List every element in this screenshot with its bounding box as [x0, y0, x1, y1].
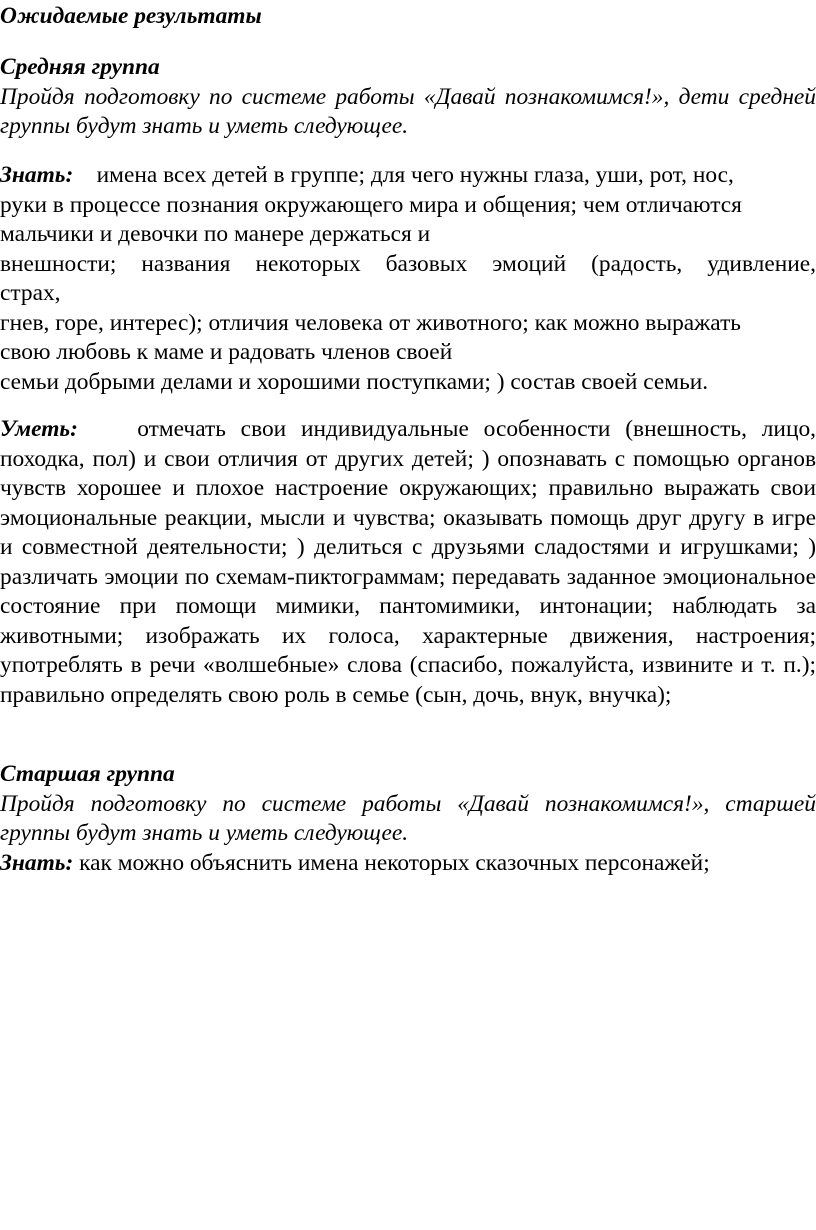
middle-know-line-7: свою любовь к маме и радовать членов своей [0, 339, 453, 365]
middle-know-line-4: внешности; названия некоторых базовых эмоций (радость, удивление, [0, 250, 816, 277]
document-title: Ожидаемые результаты [0, 3, 262, 29]
middle-know-line-1 [0, 161, 816, 191]
senior-know-line [0, 849, 816, 879]
middle-group-heading: Средняя группа [0, 54, 160, 80]
middle-know-text-1: имена всех детей в группе; для чего нужны глаза, уши, рот, нос, [96, 162, 734, 188]
middle-know-line-6: гнев, горе, интерес); отличия человека от животного; как можно выражать [0, 309, 741, 336]
middle-can-text: отмечать свои индивидуальные особенности (внешность, лицо, походка, пол) и свои отличия от других детей; ) опознавать с помощью органов чувств хорошее и плохое настроение окружающих; правильно выражать свои эмоциональные реакции, мысли и чувства; оказывать помощь друг другу в игре и совместной деятельности; ) делиться с друзьями сладостями и игрушками; ) различать эмоции по схемам-пиктограммам; передавать заданное эмоциональное состояние при помощи мимики, пантомимики, интонации; наблюдать за животными; изображать их голоса, характерные движения, настроения; употреблять в речи «волшебные» слова (спасибо, пожалуйста, извините и т. п.); правильно определять свою роль в семье (сын, дочь, внук, внучка); [0, 416, 816, 708]
middle-group-section [0, 53, 816, 142]
middle-can-section [0, 415, 816, 710]
middle-group-intro: Пройдя подготовку по системе работы «Давай познакомимся!», дети средней группы будут знать и уметь следующее. [0, 83, 816, 139]
senior-know-text: как можно объяснить имена некоторых сказочных персонажей; [79, 849, 710, 876]
middle-know-label: Знать: [0, 162, 74, 188]
middle-know-line-5: страх, [0, 280, 61, 306]
senior-group-intro: Пройдя подготовку по системе работы «Давай познакомимся!», старшей группы будут знать и уметь следующее. [0, 790, 816, 846]
middle-know-section [0, 161, 816, 397]
middle-can-label: Уметь: [0, 416, 78, 442]
senior-group-section [0, 760, 816, 878]
middle-know-line-3: мальчики и девочки по манере держаться и [0, 221, 431, 247]
middle-know-line-8: семьи добрыми делами и хорошими поступками; ) состав своей семьи. [0, 368, 709, 395]
senior-group-heading: Старшая группа [0, 761, 175, 787]
middle-know-line-2: руки в процессе познания окружающего мира и общения; чем отличаются [0, 191, 742, 218]
senior-know-label: Знать: [0, 849, 74, 876]
